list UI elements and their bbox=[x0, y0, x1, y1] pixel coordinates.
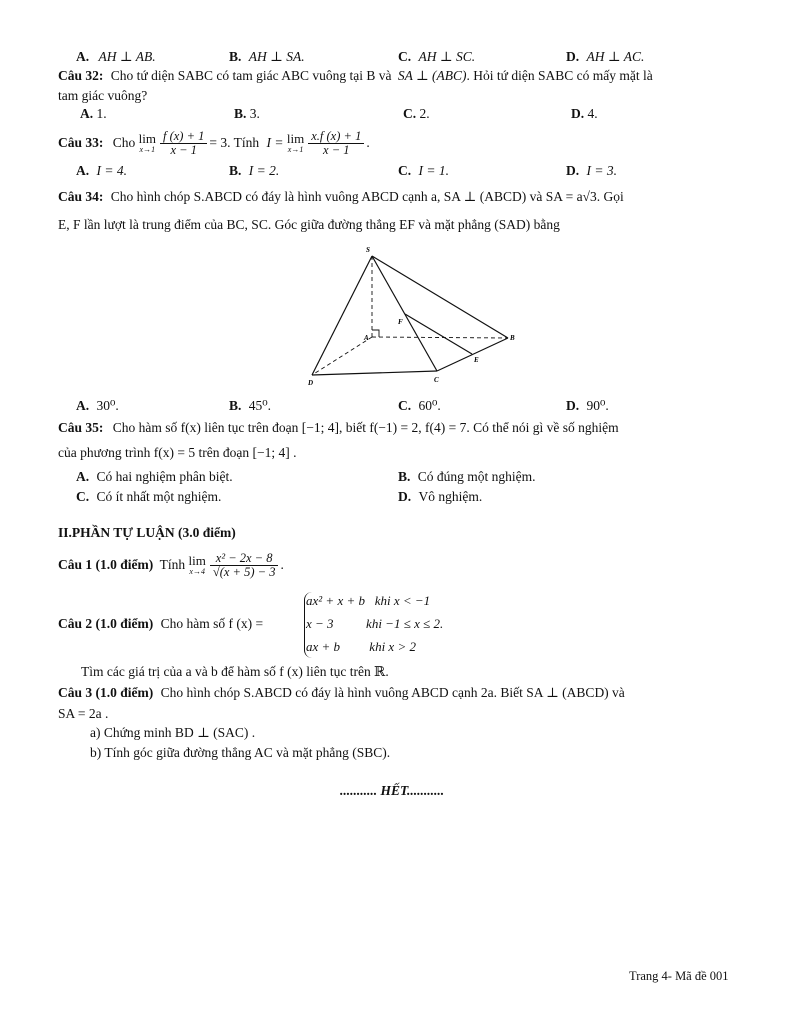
q35-option-a: Có hai nghiệm phân biệt. bbox=[96, 469, 233, 484]
q34-letter-c: C. bbox=[398, 398, 412, 413]
edge-SC bbox=[372, 256, 437, 371]
q34-option-d: 90⁰. bbox=[586, 398, 609, 413]
section-2-heading: II.PHẦN TỰ LUẬN (3.0 điểm) bbox=[58, 525, 236, 540]
q34-text1: Cho hình chóp S.ABCD có đáy là hình vuông ABCD cạnh a, SA ⊥ (ABCD) và SA = a√3. Gọi bbox=[110, 189, 624, 204]
q34-letter-a: A. bbox=[76, 398, 90, 413]
essay-2-after: Tìm các giá trị của a và b để hàm số f (x) liên tục trên ℝ. bbox=[81, 664, 389, 679]
q33-cho: Cho bbox=[112, 135, 136, 150]
q32-math1: SA ⊥ (ABC) bbox=[397, 68, 467, 83]
essay-1-limit bbox=[188, 552, 206, 577]
q32-label: Câu 32: bbox=[58, 68, 104, 83]
label-E: E bbox=[474, 356, 479, 364]
q32-line2: tam giác vuông? bbox=[58, 88, 148, 103]
q33-I-eq: I = bbox=[266, 135, 284, 150]
q33-fraction-2 bbox=[308, 130, 364, 157]
q33-option-b: I = 2. bbox=[248, 163, 280, 178]
label-F: F bbox=[398, 318, 403, 326]
essay-3-part-b: b) Tính góc giữa đường thẳng AC và mặt phẳng (SBC). bbox=[90, 745, 391, 760]
q33-letter-c: C. bbox=[398, 163, 412, 178]
q35-line1 bbox=[58, 420, 619, 436]
page-footer: Trang 4- Mã đề 001 bbox=[629, 969, 729, 983]
q31-letter-c: C. bbox=[398, 49, 412, 64]
q33-limit-1 bbox=[138, 130, 156, 155]
q31-letter-d: D. bbox=[566, 49, 580, 64]
q34-letter-b: B. bbox=[229, 398, 242, 413]
q33-letter-b: B. bbox=[229, 163, 242, 178]
q32-option-b: 3. bbox=[249, 106, 260, 121]
q34-line2: E, F lần lượt là trung điểm của BC, SC. Góc giữa đường thẳng EF và mặt phẳng (SAD) bằng bbox=[58, 217, 560, 232]
essay-2-case-2: x − 3 khi −1 ≤ x ≤ 2. bbox=[306, 616, 444, 631]
q34-line1 bbox=[58, 189, 624, 205]
pyramid-figure bbox=[300, 244, 560, 394]
essay-3-label: Câu 3 (1.0 điểm) bbox=[58, 685, 154, 700]
end-mark: ........... HẾT........... bbox=[340, 783, 445, 798]
q32-option-a: 1. bbox=[96, 106, 107, 121]
q31-option-b: AH ⊥ SA. bbox=[248, 49, 305, 64]
q34-option-b: 45⁰. bbox=[248, 398, 272, 413]
label-S: S bbox=[366, 246, 370, 254]
q32-letter-c: C. bbox=[403, 106, 417, 121]
q33-letter-d: D. bbox=[566, 163, 580, 178]
essay-1-tinh: Tính bbox=[159, 557, 186, 572]
q32-letter-b: B. bbox=[234, 106, 247, 121]
q35-letter-d: D. bbox=[398, 489, 412, 504]
essay-1 bbox=[58, 546, 284, 584]
q31-option-d: AH ⊥ AC. bbox=[586, 49, 645, 64]
q35-option-d: Vô nghiệm. bbox=[418, 489, 483, 504]
q33-letter-a: A. bbox=[76, 163, 90, 178]
q35-option-c: Có ít nhất một nghiệm. bbox=[96, 489, 222, 504]
essay-1-fraction bbox=[210, 552, 279, 579]
essay-3-line2: SA = 2a . bbox=[58, 706, 109, 721]
q33-lim-word-2: lim bbox=[286, 130, 305, 146]
q32-text1: Cho tứ diện SABC có tam giác ABC vuông tại B và bbox=[110, 68, 392, 83]
q34-option-c: 60⁰. bbox=[418, 398, 441, 413]
q32-text2: . Hỏi tứ diện SABC có mấy mặt là bbox=[466, 68, 653, 83]
q33-lim-sub-1: x→1 bbox=[139, 144, 156, 154]
q31-option-c: AH ⊥ SC. bbox=[418, 49, 476, 64]
q35-line2: của phương trình f(x) = 5 trên đoạn [−1; 4] . bbox=[58, 445, 297, 460]
q33-frac1-den: x − 1 bbox=[170, 143, 197, 158]
q35-label: Câu 35: bbox=[58, 420, 104, 435]
q35-letter-a: A. bbox=[76, 469, 90, 484]
q33-limit-2 bbox=[286, 130, 305, 155]
q33-fraction-1 bbox=[160, 130, 207, 157]
essay-1-num: x² − 2x − 8 bbox=[210, 552, 279, 566]
edge-SB bbox=[372, 256, 508, 338]
q33-dot: . bbox=[366, 135, 370, 150]
essay-2 bbox=[58, 616, 263, 632]
essay-1-dot: . bbox=[280, 557, 284, 572]
edge-DC bbox=[312, 371, 437, 375]
edge-AB-hidden bbox=[372, 337, 508, 338]
essay-1-den: √(x + 5) − 3 bbox=[212, 565, 276, 580]
q35-text1: Cho hàm số f(x) liên tục trên đoạn [−1; 4], biết f(−1) = 2, f(4) = 7. Có thể nói gì về số nghiệm bbox=[112, 420, 619, 435]
essay-2-case-3: ax + b khi x > 2 bbox=[306, 639, 416, 654]
essay-1-lim-word: lim bbox=[188, 552, 206, 568]
q35-option-b: Có đúng một nghiệm. bbox=[417, 469, 536, 484]
q31-option-a: AH ⊥ AB. bbox=[98, 49, 156, 64]
q33-tinh: . Tính bbox=[227, 135, 260, 150]
q34-option-a: 30⁰. bbox=[96, 398, 119, 413]
label-B: B bbox=[510, 334, 515, 342]
q33-lim-sub-2: x→1 bbox=[287, 144, 304, 154]
q34-letter-d: D. bbox=[566, 398, 580, 413]
q34-label: Câu 34: bbox=[58, 189, 104, 204]
q33-line bbox=[58, 124, 370, 162]
q31-letter-a: A. bbox=[76, 49, 90, 64]
q33-option-a: I = 4. bbox=[96, 163, 127, 178]
q33-frac2-num: x.f (x) + 1 bbox=[308, 130, 364, 144]
label-A: A bbox=[364, 334, 369, 342]
label-D: D bbox=[308, 379, 314, 387]
label-C: C bbox=[434, 376, 439, 384]
q33-label: Câu 33: bbox=[58, 135, 104, 150]
essay-2-text: Cho hàm số f (x) = bbox=[160, 616, 264, 631]
essay-1-lim-sub: x→4 bbox=[189, 566, 205, 576]
essay-3-text1: Cho hình chóp S.ABCD có đáy là hình vuông ABCD cạnh 2a. Biết SA ⊥ (ABCD) và bbox=[160, 685, 625, 700]
q32-option-c: 2. bbox=[419, 106, 430, 121]
q33-option-c: I = 1. bbox=[418, 163, 449, 178]
right-angle-mark bbox=[372, 330, 379, 337]
q32-letter-a: A. bbox=[80, 106, 94, 121]
essay-2-label: Câu 2 (1.0 điểm) bbox=[58, 616, 154, 631]
essay-3-line1 bbox=[58, 685, 625, 701]
edge-CB bbox=[437, 338, 508, 371]
q32-line1 bbox=[58, 68, 653, 84]
essay-3-part-a: a) Chứng minh BD ⊥ (SAC) . bbox=[90, 725, 256, 740]
q33-eq: = 3 bbox=[209, 135, 228, 150]
q33-option-d: I = 3. bbox=[586, 163, 617, 178]
q32-option-d: 4. bbox=[587, 106, 598, 121]
q31-letter-b: B. bbox=[229, 49, 242, 64]
essay-1-label: Câu 1 (1.0 điểm) bbox=[58, 557, 154, 572]
q33-lim-word-1: lim bbox=[138, 130, 156, 146]
q33-frac2-den: x − 1 bbox=[323, 143, 350, 158]
q35-letter-c: C. bbox=[76, 489, 90, 504]
edge-SD bbox=[312, 256, 372, 375]
q32-letter-d: D. bbox=[571, 106, 585, 121]
essay-2-case-1: ax² + x + b khi x < −1 bbox=[306, 593, 431, 608]
segment-FE bbox=[405, 314, 472, 354]
q33-frac1-num: f (x) + 1 bbox=[160, 130, 207, 144]
q35-letter-b: B. bbox=[398, 469, 411, 484]
